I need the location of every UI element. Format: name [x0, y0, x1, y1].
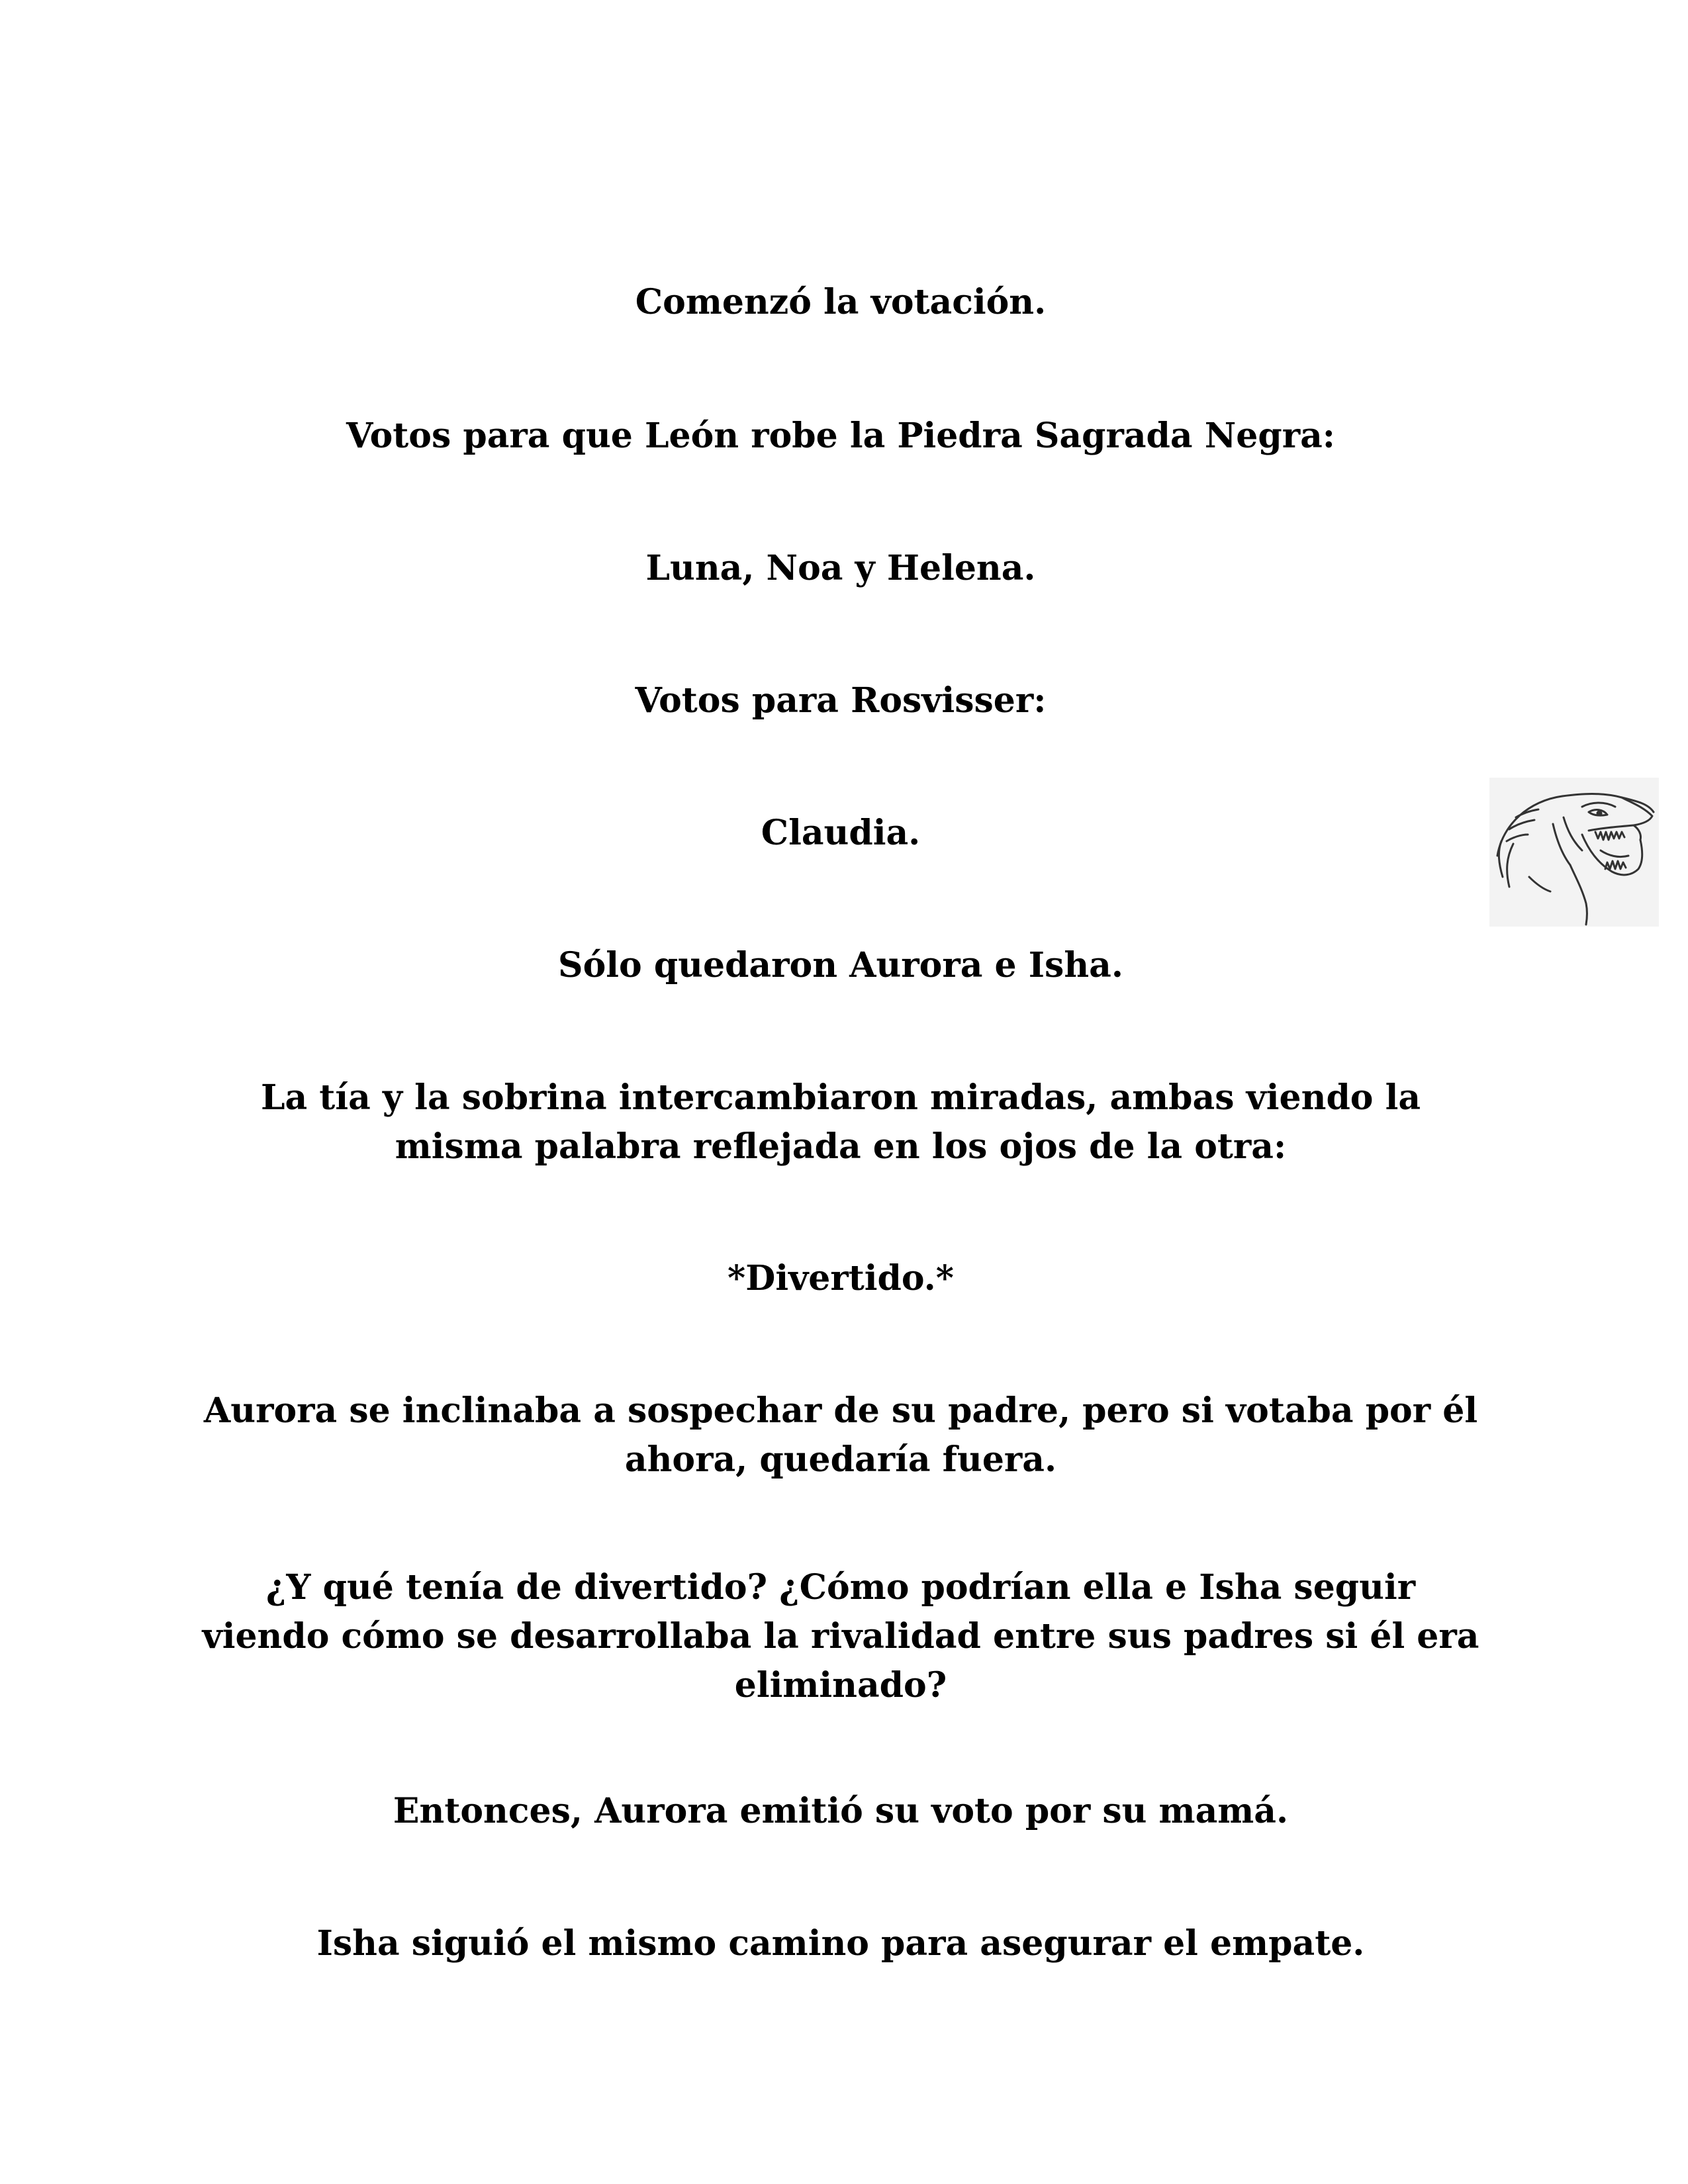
- paragraph-10: ¿Y qué tenía de divertido? ¿Cómo podrían ella e Isha seguir viendo cómo se desarrollaba la rivalidad entre sus padres si él era eliminado?: [202, 1567, 1479, 1706]
- paragraph-5: Claudia.: [761, 813, 921, 853]
- paragraph-8: *Divertido.*: [727, 1258, 954, 1298]
- paragraph-4: Votos para Rosvisser:: [635, 680, 1047, 721]
- dinosaur-head-sketch-icon: [1489, 778, 1659, 927]
- paragraph-1: Comenzó la votación.: [635, 282, 1047, 322]
- paragraph-6: Sólo quedaron Aurora e Isha.: [558, 945, 1123, 985]
- paragraph-9: Aurora se inclinaba a sospechar de su padre, pero si votaba por él ahora, quedaría fuera.: [203, 1390, 1478, 1480]
- paragraph-3: Luna, Noa y Helena.: [645, 548, 1036, 588]
- paragraph-2: Votos para que León robe la Piedra Sagrada Negra:: [346, 416, 1335, 456]
- paragraph-7: La tía y la sobrina intercambiaron miradas, ambas viendo la misma palabra reflejada en los ojos de la otra:: [260, 1077, 1421, 1167]
- paragraph-12: Isha siguió el mismo camino para asegurar el empate.: [316, 1923, 1365, 1964]
- paragraph-11: Entonces, Aurora emitió su voto por su mamá.: [393, 1791, 1289, 1831]
